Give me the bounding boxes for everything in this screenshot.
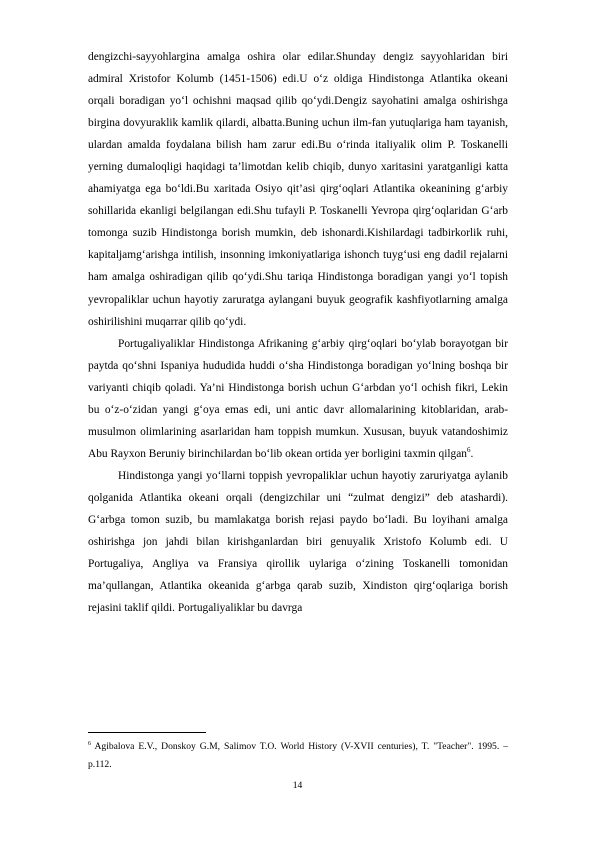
footnote-text: Agibalova E.V., Donskoy G.M, Salimov T.O. World History (V-XVII centuries), T. "Teacher". 1995. – p.112. xyxy=(88,741,508,770)
paragraph-2 xyxy=(88,333,508,465)
footnote xyxy=(88,738,508,773)
footnote-reference[interactable]: 6 xyxy=(466,446,471,455)
paragraph-3: Hindistonga yangi yo‘llarni toppish yevropaliklar uchun hayotiy zaruriyatga aylanib qolganida Atlantika okeani orqali (dengizchilar uni “zulmat dengizi” deb atashardi). G‘arbga tomon suzib, bu mamlakatga borish rejasi paydo bo‘ladi. Bu loyihani amalga oshirishga jon jahdi bilan kirishganlardan biri genuyalik Xristofo Kolumb edi. U Portugaliya, Angliya va Fransiya qirollik uylariga o‘zining Toskanelli tomonidan ma’qullangan, Atlantika okeanida g‘arbga qarab suzib, Xindiston qirg‘oqlariga borish rejasini taklif qildi. Portugaliyaliklar bu davrga xyxy=(88,469,508,615)
paragraph-2-text: Portugaliyaliklar Hindistonga Afrikaning g‘arbiy qirg‘oqlari bo‘ylab borayotgan bir paytda qo‘shni Ispaniya hududida huddi o‘sha Hindistonga boradigan yo‘lning boshqa bir variyanti chiqib qoladi. Ya’ni Hindistonga borish uchun G‘arbdan yo‘l ochish fikri, Lekin bu o‘z-o‘zidan yangi g‘oya emas edi, uni antic davr allomalarining kitoblaridan, arab-musulmon olimlarining asarlaridan ham toppish mumkun. Xususan, buyuk vatandoshimiz Abu Rayxon Beruniy birinchilardan bo‘lib okean ortida yer borligini taxmin qilgan xyxy=(88,337,508,460)
paragraph-1: dengizchi-sayyohlargina amalga oshira olar edilar.Shunday dengiz sayyohlaridan biri admiral Xristofor Kolumb (1451-1506) edi.U o‘z oldiga Hindistonga Atlantika okeani orqali boradigan yo‘l ochishni maqsad qilib qo‘ydi.Dengiz sayohatini amalga oshirishga birgina dovyuraklik kamlik qilardi, albatta.Buning uchun ilm-fan yutuqlariga ham tayanish, ulardan amalda foydalana bilish ham zarur edi.Bu o‘rinda italiyalik olim P. Toskanelli yerning dumaloqligi haqidagi ta’limotdan kelib chiqib, dunyo xaritasini yaratganligi katta ahamiyatga ega bo‘ldi.Bu xaritada Osiyo qit’asi qirg‘oqlari Atlantika okeanining g‘arbiy sohillarida ekanligi belgilangan edi.Shu tufayli P. Toskanelli Yevropa qirg‘oqlaridan G‘arb tomonga suzib Hindistonga borish mumkin, deb ishonardi.Kishilardagi tadbirkorlik ruhi, kapitaljamg‘arishga intilish, insonning imkoniyatlariga ishonch tuyg‘usi eng dadil rejalarni ham amalga oshiradigan qilib qo‘ydi.Shu tariqa Hindistonga boradigan yangi yo‘l topish yevropaliklar uchun hayotiy zaruratga aylangani buyuk geografik kashfiyotlarning amalga oshirilishini muqarrar qilib qo‘ydi. xyxy=(88,51,508,328)
footnote-marker: 6 xyxy=(88,740,91,747)
paragraph-2-tail: . xyxy=(470,447,474,460)
body-text xyxy=(88,46,508,619)
page-number: 14 xyxy=(292,780,303,791)
footnote-divider xyxy=(88,732,206,733)
